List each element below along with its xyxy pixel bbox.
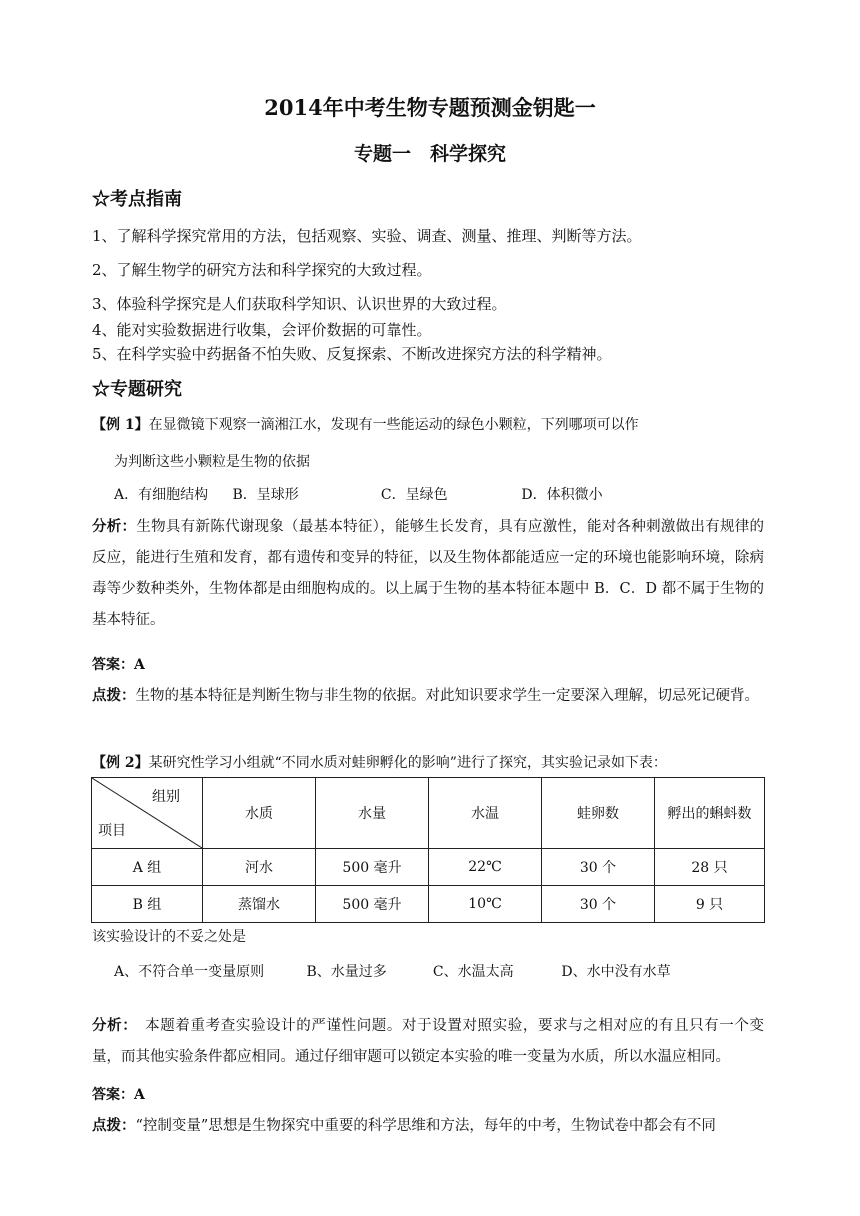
- table-cell: 500 毫升: [316, 886, 429, 923]
- example1-option-d: D．体积微小: [521, 487, 603, 503]
- example1-option-c: C．呈绿色: [380, 487, 448, 503]
- table-cell: 30 个: [542, 849, 655, 886]
- guide-item-1: 1、了解科学探究常用的方法，包括观察、实验、调查、测量、推理、判断等方法。: [92, 227, 642, 245]
- example2-answer: 答案：A: [92, 1087, 145, 1103]
- guide-item-4: 4、能对实验数据进行收集，会评价数据的可靠性。: [92, 321, 432, 339]
- example1-analysis: [92, 511, 764, 636]
- example1-question-line2: 为判断这些小颗粒是生物的依据: [114, 454, 310, 470]
- example2-analysis-label: 分析：: [92, 1017, 131, 1034]
- example1-question-line1: [92, 414, 639, 434]
- example2-analysis-text: 本题着重考查实验设计的严谨性问题。对于设置对照实验，要求与之相对应的有且只有一个变量，而其他实验条件都应相同。通过仔细审题可以锁定本实验的唯一变量为水质，所以水温应相同。: [92, 1018, 765, 1065]
- example1-answer: 答案：A: [92, 657, 145, 673]
- example1-question-text: 在显微镜下观察一滴湘江水，发现有一些能运动的绿色小颗粒，下列哪项可以作: [148, 417, 639, 433]
- table-header-cell: 水质: [203, 778, 316, 849]
- table-cell: 蒸馏水: [203, 886, 316, 923]
- table-corner-cell: [92, 778, 203, 849]
- table-row: [92, 886, 765, 923]
- example1-analysis-text: 生物具有新陈代谢现象（最基本特征），能够生长发育，具有应激性，能对各种刺激做出有规律的反应，能进行生殖和发育，都有遗传和变异的特征，以及生物体都能适应一定的环境也能影响环境，除病毒等少数种类外，生物体都是由细胞构成的。以上属于生物的基本特征本题中 B．C．D 都不属于生物的基本特征。: [92, 519, 765, 628]
- example2-analysis: [92, 1010, 764, 1073]
- table-cell: 10℃: [429, 886, 542, 923]
- table-cell: 28 只: [655, 849, 765, 886]
- guide-item-5: 5、在科学实验中药据备不怕失败、反复探索、不断改进探究方法的科学精神。: [92, 345, 612, 363]
- table-header-cell: 水量: [316, 778, 429, 849]
- example1-label: 【例 1】: [92, 417, 149, 433]
- document-title: 2014年中考生物专题预测金钥匙一: [264, 95, 596, 120]
- table-header-cell: 水温: [429, 778, 542, 849]
- example1-options: [114, 484, 603, 504]
- section-heading-guide: ☆考点指南: [92, 189, 182, 210]
- corner-top-label: 组别: [152, 789, 180, 805]
- example1-analysis-label: 分析：: [92, 518, 137, 535]
- example2-option-b: B、水量过多: [306, 964, 387, 980]
- example1-option-a: A．有细胞结构: [114, 487, 209, 503]
- example2-question-text: 某研究性学习小组就“不同水质对蛙卵孵化的影响”进行了探究，其实验记录如下表：: [148, 755, 667, 771]
- table-header-cell: 孵出的蝌蚪数: [655, 778, 765, 849]
- table-cell: 河水: [203, 849, 316, 886]
- table-header-row: [92, 778, 765, 849]
- table-cell: 9 只: [655, 886, 765, 923]
- example2-followup: 该实验设计的不妥之处是: [92, 929, 246, 945]
- example1-tip: [92, 680, 764, 712]
- example2-options: [114, 961, 671, 981]
- table-cell: 22℃: [429, 849, 542, 886]
- example1-tip-text: 生物的基本特征是判断生物与非生物的依据。对此知识要求学生一定要深入理解，切忌死记硬背。: [135, 688, 759, 704]
- example2-question: [92, 752, 667, 772]
- example2-tip-text: “控制变量”思想是生物探究中重要的科学思维和方法，每年的中考，生物试卷中都会有不同: [135, 1118, 716, 1134]
- example2-option-a: A、不符合单一变量原则: [114, 964, 265, 980]
- example2-option-d: D、水中没有水草: [561, 964, 671, 980]
- table-cell: 30 个: [542, 886, 655, 923]
- table-header-cell: 蛙卵数: [542, 778, 655, 849]
- topic-subtitle: 专题一 科学探究: [353, 143, 506, 165]
- table-cell: A 组: [92, 849, 203, 886]
- experiment-table: [91, 777, 765, 923]
- example2-option-c: C、水温太高: [432, 964, 514, 980]
- section-heading-research: ☆专题研究: [92, 379, 182, 400]
- example1-tip-label: 点拨：: [92, 687, 136, 704]
- guide-item-2: 2、了解生物学的研究方法和科学探究的大致过程。: [92, 261, 432, 279]
- corner-bottom-label: 项目: [98, 823, 126, 839]
- example2-label: 【例 2】: [92, 755, 149, 771]
- table-row: [92, 849, 765, 886]
- example2-tip-label: 点拨：: [92, 1117, 136, 1134]
- example1-option-b: B．呈球形: [232, 487, 299, 503]
- table-cell: 500 毫升: [316, 849, 429, 886]
- guide-item-3: 3、体验科学探究是人们获取科学知识、认识世界的大致过程。: [92, 295, 507, 313]
- table-cell: B 组: [92, 886, 203, 923]
- example2-tip: [92, 1110, 764, 1141]
